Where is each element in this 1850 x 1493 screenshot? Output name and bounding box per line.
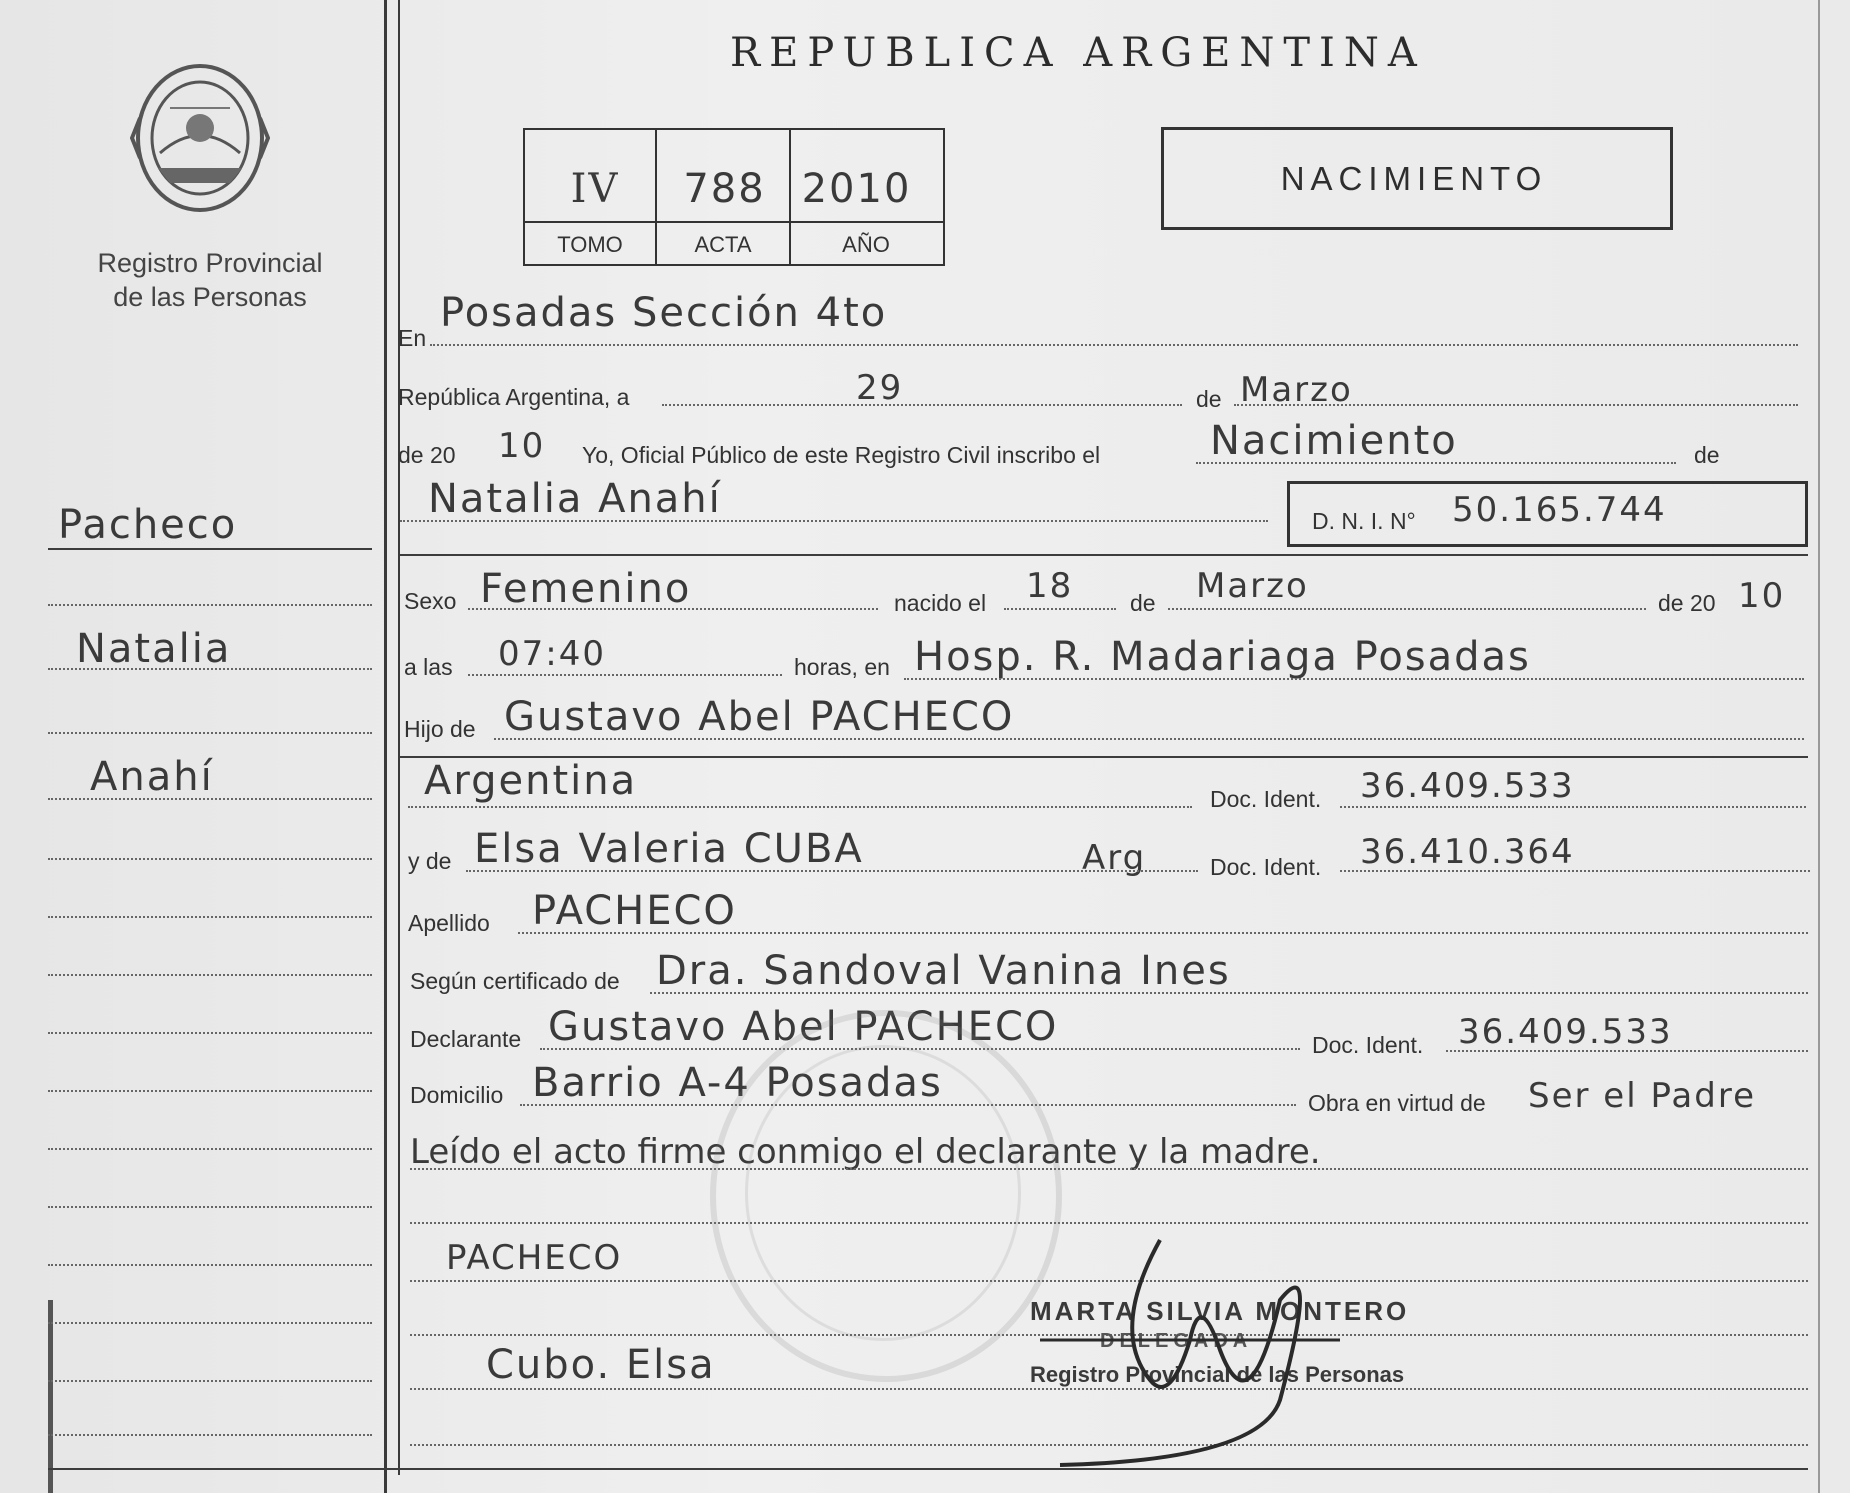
horas-label: horas, en <box>794 654 890 680</box>
yo-label: Yo, Oficial Público de este Registro Civil inscribo el <box>582 442 1101 468</box>
declarante-value: Gustavo Abel PACHECO <box>548 1004 1059 1050</box>
lugar-nac-value: Hosp. R. Madariaga Posadas <box>914 634 1531 680</box>
sexo-value: Femenino <box>480 566 692 612</box>
margin-dots-11 <box>48 1206 372 1208</box>
official-signature-icon <box>1020 1230 1460 1470</box>
tomo-label: TOMO <box>557 232 623 257</box>
madre-line <box>466 870 1198 872</box>
doc-label-declarante: Doc. Ident. <box>1312 1032 1424 1058</box>
margin-dots-7 <box>48 974 372 976</box>
official-office: Registro Provincial de las Personas <box>1030 1362 1405 1387</box>
domicilio-label: Domicilio <box>410 1082 504 1108</box>
form-left-border <box>398 0 400 1475</box>
margin-dots-9 <box>48 1090 372 1092</box>
hora-value: 07:40 <box>498 634 606 674</box>
nac-dia-line <box>1004 608 1116 610</box>
apellido-label: Apellido <box>408 910 490 936</box>
official-role: DELEGADA <box>1100 1330 1253 1352</box>
sexo-label: Sexo <box>404 588 457 614</box>
declarante-doc-line <box>1446 1050 1808 1052</box>
registry-name <box>60 246 360 314</box>
misiones-seal-icon <box>130 58 270 218</box>
bottom-rule <box>48 1468 1808 1470</box>
madre-value: Elsa Valeria CUBA <box>474 826 864 872</box>
obra-label: Obra en virtud de <box>1308 1090 1486 1116</box>
dia-line <box>662 404 1182 406</box>
nombre-value: Natalia Anahí <box>428 476 722 522</box>
margin-dots-1 <box>48 604 372 606</box>
nota-value: Leído el acto firme conmigo el declarante y la madre. <box>410 1132 1321 1172</box>
de-label-2: de <box>1694 442 1720 468</box>
margin-dots-8 <box>48 1032 372 1034</box>
left-edge-mark <box>48 1300 53 1493</box>
madre-doc-line <box>1340 870 1810 872</box>
nac-de20-label: de 20 <box>1658 590 1716 616</box>
alas-label: a las <box>404 654 453 680</box>
acto-line <box>1196 462 1676 464</box>
margin-dots-15 <box>48 1434 372 1436</box>
margin-dots-12 <box>48 1264 372 1266</box>
margin-dots-2 <box>48 668 372 670</box>
nac-mes-line <box>1168 608 1646 610</box>
margin-dots-4 <box>48 798 372 800</box>
dni-value: 50.165.744 <box>1452 490 1667 530</box>
declarante-doc-value: 36.409.533 <box>1458 1012 1673 1052</box>
margin-dots-14 <box>48 1380 372 1382</box>
apellido-value: PACHECO <box>532 888 737 934</box>
de20-label: de 20 <box>398 442 456 468</box>
nac-de-label: de <box>1130 590 1156 616</box>
lugar-line <box>430 344 1798 346</box>
record-type: NACIMIENTO <box>1280 160 1548 197</box>
nac-anio-value: 10 <box>1738 576 1786 616</box>
registry-line-2: de las Personas <box>113 282 307 312</box>
margin-surname: Pacheco <box>58 502 238 548</box>
doc-label-padre: Doc. Ident. <box>1210 786 1322 812</box>
certificado-label: Según certificado de <box>410 968 620 994</box>
acta-label: ACTA <box>694 232 752 257</box>
margin-dots-13 <box>48 1322 372 1324</box>
firma-madre: Cubo. Elsa <box>486 1342 716 1388</box>
registry-stamp-inner <box>745 1045 1021 1341</box>
anio-suffix: 10 <box>498 426 546 466</box>
republica-label: República Argentina, a <box>398 384 630 410</box>
margin-divider <box>384 0 387 1493</box>
margin-first-name: Natalia <box>76 626 232 672</box>
right-edge <box>1818 0 1820 1493</box>
margin-dots-5 <box>48 858 372 860</box>
official-name: MARTA SILVIA MONTERO <box>1030 1296 1410 1326</box>
padre-value: Gustavo Abel PACHECO <box>504 694 1015 740</box>
lugar-value: Posadas Sección 4to <box>440 290 888 336</box>
padre-nac-line <box>408 806 1192 808</box>
yde-label: y de <box>408 848 452 874</box>
margin-dots-6 <box>48 916 372 918</box>
padre-nac-value: Argentina <box>424 758 638 804</box>
de-label: de <box>1196 386 1222 412</box>
nac-mes-value: Marzo <box>1196 566 1309 606</box>
tomo-value: IV <box>570 166 620 212</box>
anio-value: 2010 <box>801 166 912 212</box>
nombre-line <box>400 520 1268 522</box>
domicilio-value: Barrio A-4 Posadas <box>532 1060 943 1106</box>
mes-line <box>1234 404 1798 406</box>
certificado-line <box>650 992 1808 994</box>
madre-doc-value: 36.410.364 <box>1360 832 1575 872</box>
en-label: En <box>398 325 427 351</box>
acta-value: 788 <box>683 166 766 212</box>
certificado-value: Dra. Sandoval Vanina Ines <box>656 948 1231 994</box>
mes-value: Marzo <box>1240 370 1353 410</box>
margin-dots-10 <box>48 1148 372 1150</box>
hora-line <box>468 674 782 676</box>
acto-value: Nacimiento <box>1210 418 1458 464</box>
padre-doc-value: 36.409.533 <box>1360 766 1575 806</box>
padre-doc-line <box>1340 806 1806 808</box>
margin-second-name: Anahí <box>90 754 214 800</box>
hijo-label: Hijo de <box>404 716 476 742</box>
sexo-line <box>468 608 878 610</box>
dni-section-rule <box>400 554 1808 556</box>
padre-line <box>494 738 1804 740</box>
firma-padre: PACHECO <box>446 1238 623 1278</box>
margin-dots-3 <box>48 732 372 734</box>
nac-dia-value: 18 <box>1026 566 1074 606</box>
obra-value: Ser el Padre <box>1528 1076 1756 1116</box>
dia-value: 29 <box>856 368 904 408</box>
registry-line-1: Registro Provincial <box>97 248 323 278</box>
madre-nac-value: Arg <box>1082 838 1147 878</box>
nota-line <box>410 1168 1808 1170</box>
margin-surname-rule <box>48 548 372 550</box>
page-title: REPUBLICA ARGENTINA <box>730 30 1426 76</box>
declarante-label: Declarante <box>410 1026 522 1052</box>
apellido-line <box>518 932 1808 934</box>
record-caption-rule <box>523 221 943 223</box>
anio-label: AÑO <box>842 232 890 257</box>
blank-line-1 <box>410 1222 1808 1224</box>
doc-label-madre: Doc. Ident. <box>1210 854 1322 880</box>
lugar-nac-line <box>904 678 1804 680</box>
dni-label: D. N. I. N° <box>1312 508 1416 534</box>
nacido-label: nacido el <box>894 590 987 616</box>
